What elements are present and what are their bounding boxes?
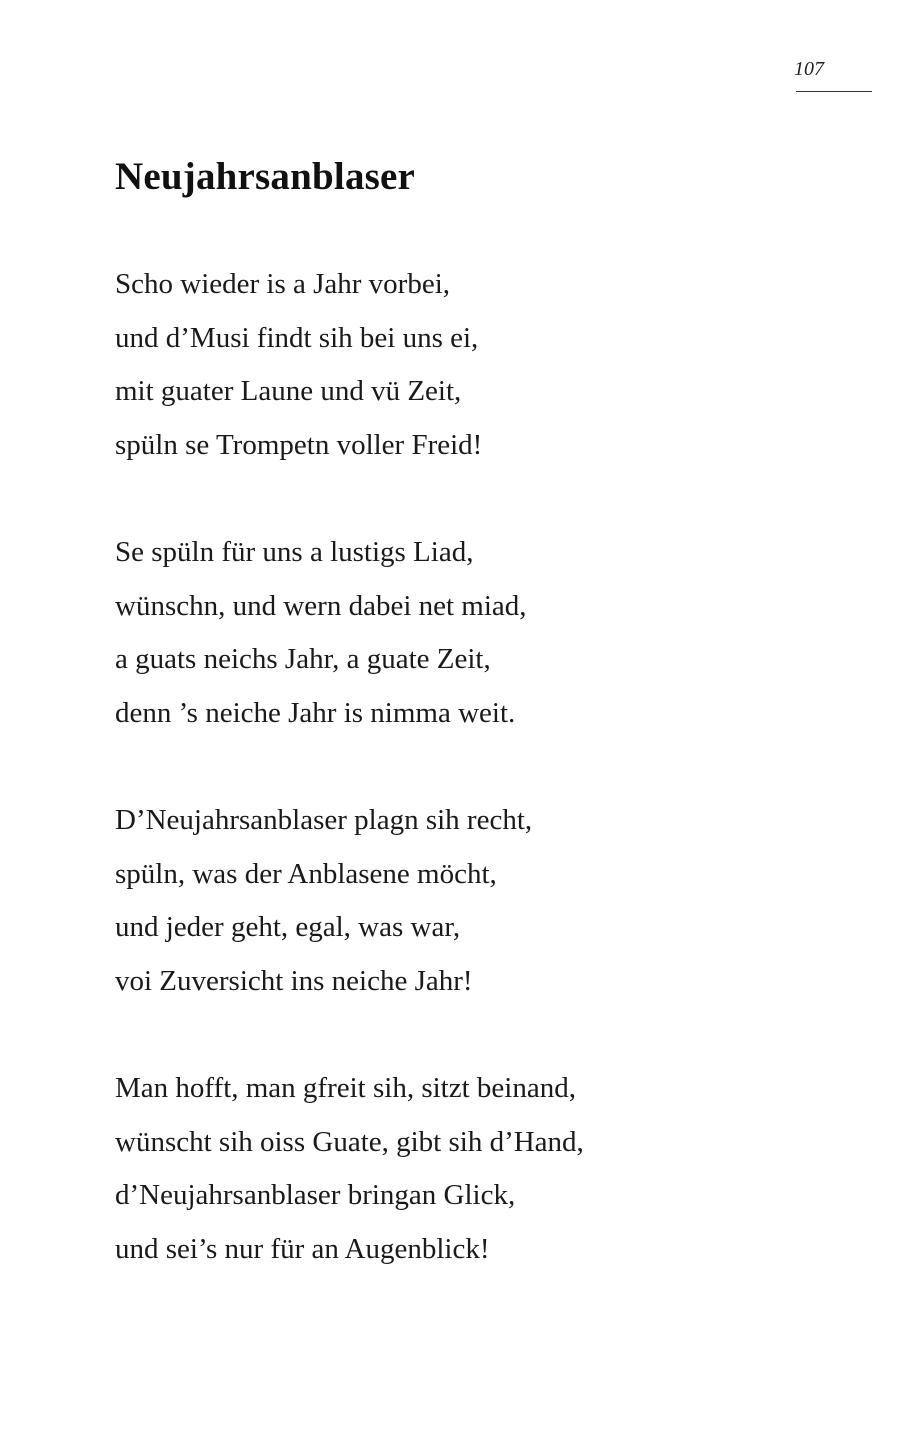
poem-line: d’Neujahrsanblaser bringan Glick,: [115, 1179, 516, 1211]
poem-line: D’Neujahrsanblaser plagn sih recht,: [115, 804, 533, 836]
poem-body: [115, 258, 815, 1330]
stanza-2: [115, 526, 815, 740]
poem-title: Neujahrsanblaser: [115, 155, 416, 198]
poem-line: Man hofft, man gfreit sih, sitzt beinand,: [115, 1072, 576, 1104]
poem-line: spüln se Trompetn voller Freid!: [115, 428, 483, 461]
poem-line: voi Zuversicht ins neiche Jahr!: [115, 964, 473, 997]
poem-line: und d’Musi findt sih bei uns ei,: [115, 321, 479, 354]
poem-line: Scho wieder is a Jahr vorbei,: [115, 268, 451, 300]
poem-line: wünschn, und wern dabei net miad,: [115, 589, 527, 622]
stanza-4: [115, 1062, 815, 1276]
poem-line: denn ’s neiche Jahr is nimma weit.: [115, 696, 516, 729]
page-number: 107: [794, 58, 824, 80]
poem-line: spüln, was der Anblasene möcht,: [115, 857, 497, 890]
poem-line: a guats neichs Jahr, a guate Zeit,: [115, 643, 491, 675]
poem-line: Se spüln für uns a lustigs Liad,: [115, 536, 474, 568]
poem-line: und sei’s nur für an Augenblick!: [115, 1232, 490, 1265]
poem-line: wünscht sih oiss Guate, gibt sih d’Hand,: [115, 1125, 584, 1158]
poem-line: mit guater Laune und vü Zeit,: [115, 375, 462, 407]
stanza-1: [115, 258, 815, 472]
page-number-rule: [796, 91, 872, 92]
stanza-3: [115, 794, 815, 1008]
poem-line: und jeder geht, egal, was war,: [115, 911, 461, 943]
